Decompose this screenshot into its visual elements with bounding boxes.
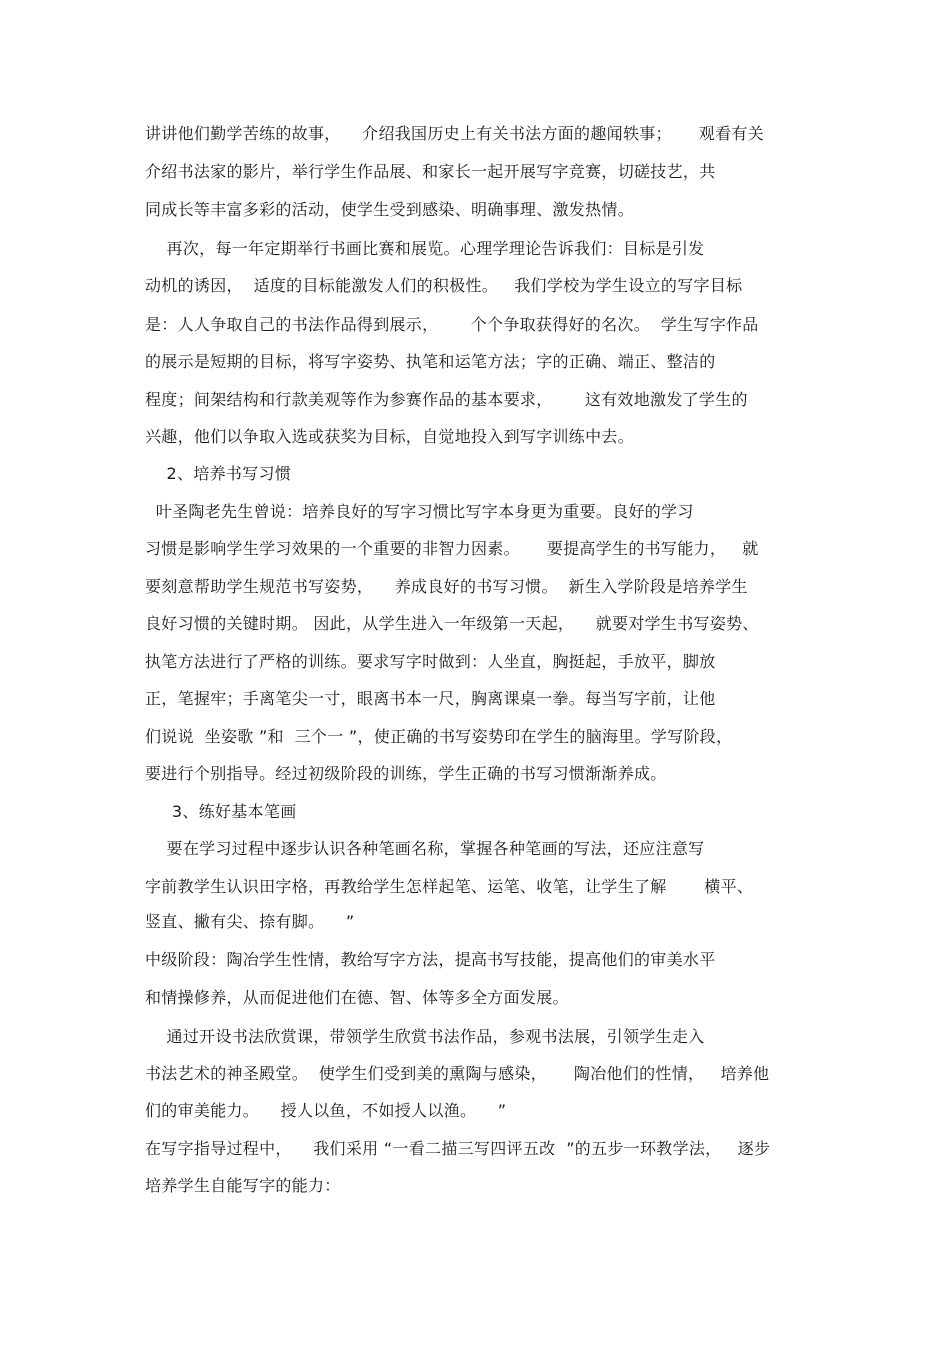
text-line: 和情操修养，从而促进他们在德、智、体等多全方面发展。	[145, 988, 569, 1007]
text-line: 培养学生自能写字的能力：	[145, 1176, 341, 1195]
text-line: 兴趣，他们以争取入选或获奖为目标，自觉地投入到写字训练中去。	[145, 427, 635, 446]
text-line: 讲讲他们勤学苦练的故事， 介绍我国历史上有关书法方面的趣闻轶事； 观看有关	[145, 124, 764, 143]
text-line: 要在学习过程中逐步认识各种笔画名称，掌握各种笔画的写法，还应注意写	[145, 839, 705, 858]
text-line: 程度；间架结构和行款美观等作为参赛作品的基本要求， 这有效地激发了学生的	[145, 390, 748, 409]
section-heading: 2、培养书写习惯	[145, 464, 292, 483]
text-line: 要进行个别指导。经过初级阶段的训练，学生正确的书写习惯渐渐养成。	[145, 764, 667, 783]
text-line: 正，笔握牢；手离笔尖一寸，眼离书本一尺，胸离课桌一拳。每当写字前，让他	[145, 689, 716, 708]
text-line: 中级阶段：陶冶学生性情，教给写字方法，提高书写技能，提高他们的审美水平	[145, 950, 716, 969]
text-line: 同成长等丰富多彩的活动，使学生受到感染、明确事理、激发热情。	[145, 200, 635, 219]
text-line: 在写字指导过程中， 我们采用 “一看二描三写四评五改 ”的五步一环教学法， 逐步	[145, 1139, 771, 1158]
text-line: 书法艺术的神圣殿堂。 使学生们受到美的熏陶与感染， 陶冶他们的性情， 培养他	[145, 1064, 770, 1083]
text-line: 竖直、撇有尖、捺有脚。 ”	[145, 912, 355, 931]
text-line: 动机的诱因， 适度的目标能激发人们的积极性。 我们学校为学生设立的写字目标	[145, 276, 743, 295]
text-line: 的展示是短期的目标，将写字姿势、执笔和运笔方法；字的正确、端正、整洁的	[145, 352, 716, 371]
text-line: 通过开设书法欣赏课，带领学生欣赏书法作品，参观书法展，引领学生走入	[145, 1027, 705, 1046]
text-line: 介绍书法家的影片，举行学生作品展、和家长一起开展写字竞赛，切磋技艺，共	[145, 162, 716, 181]
text-line: 字前教学生认识田字格，再教给学生怎样起笔、运笔、收笔，让学生了解 横平、	[145, 877, 754, 896]
text-line: 叶圣陶老先生曾说：培养良好的写字习惯比写字本身更为重要。良好的学习	[145, 502, 694, 521]
text-line: 执笔方法进行了严格的训练。要求写字时做到：人坐直，胸挺起，手放平，脚放	[145, 652, 716, 671]
text-line: 是：人人争取自己的书法作品得到展示， 个个争取获得好的名次。 学生写字作品	[145, 315, 759, 334]
text-line: 良好习惯的关键时期。 因此，从学生进入一年级第一天起， 就要对学生书写姿势、	[145, 614, 759, 633]
text-line: 要刻意帮助学生规范书写姿势， 养成良好的书写习惯。 新生入学阶段是培养学生	[145, 577, 748, 596]
section-heading: 3、练好基本笔画	[145, 802, 297, 821]
text-line: 们的审美能力。 授人以鱼，不如授人以渔。 ”	[145, 1101, 507, 1120]
text-line: 们说说 坐姿歌 ”和 三个一 ”，使正确的书写姿势印在学生的脑海里。学写阶段，	[145, 727, 733, 746]
text-line: 习惯是影响学生学习效果的一个重要的非智力因素。 要提高学生的书写能力， 就	[145, 539, 759, 558]
text-line: 再次，每一年定期举行书画比赛和展览。心理学理论告诉我们：目标是引发	[145, 239, 705, 258]
